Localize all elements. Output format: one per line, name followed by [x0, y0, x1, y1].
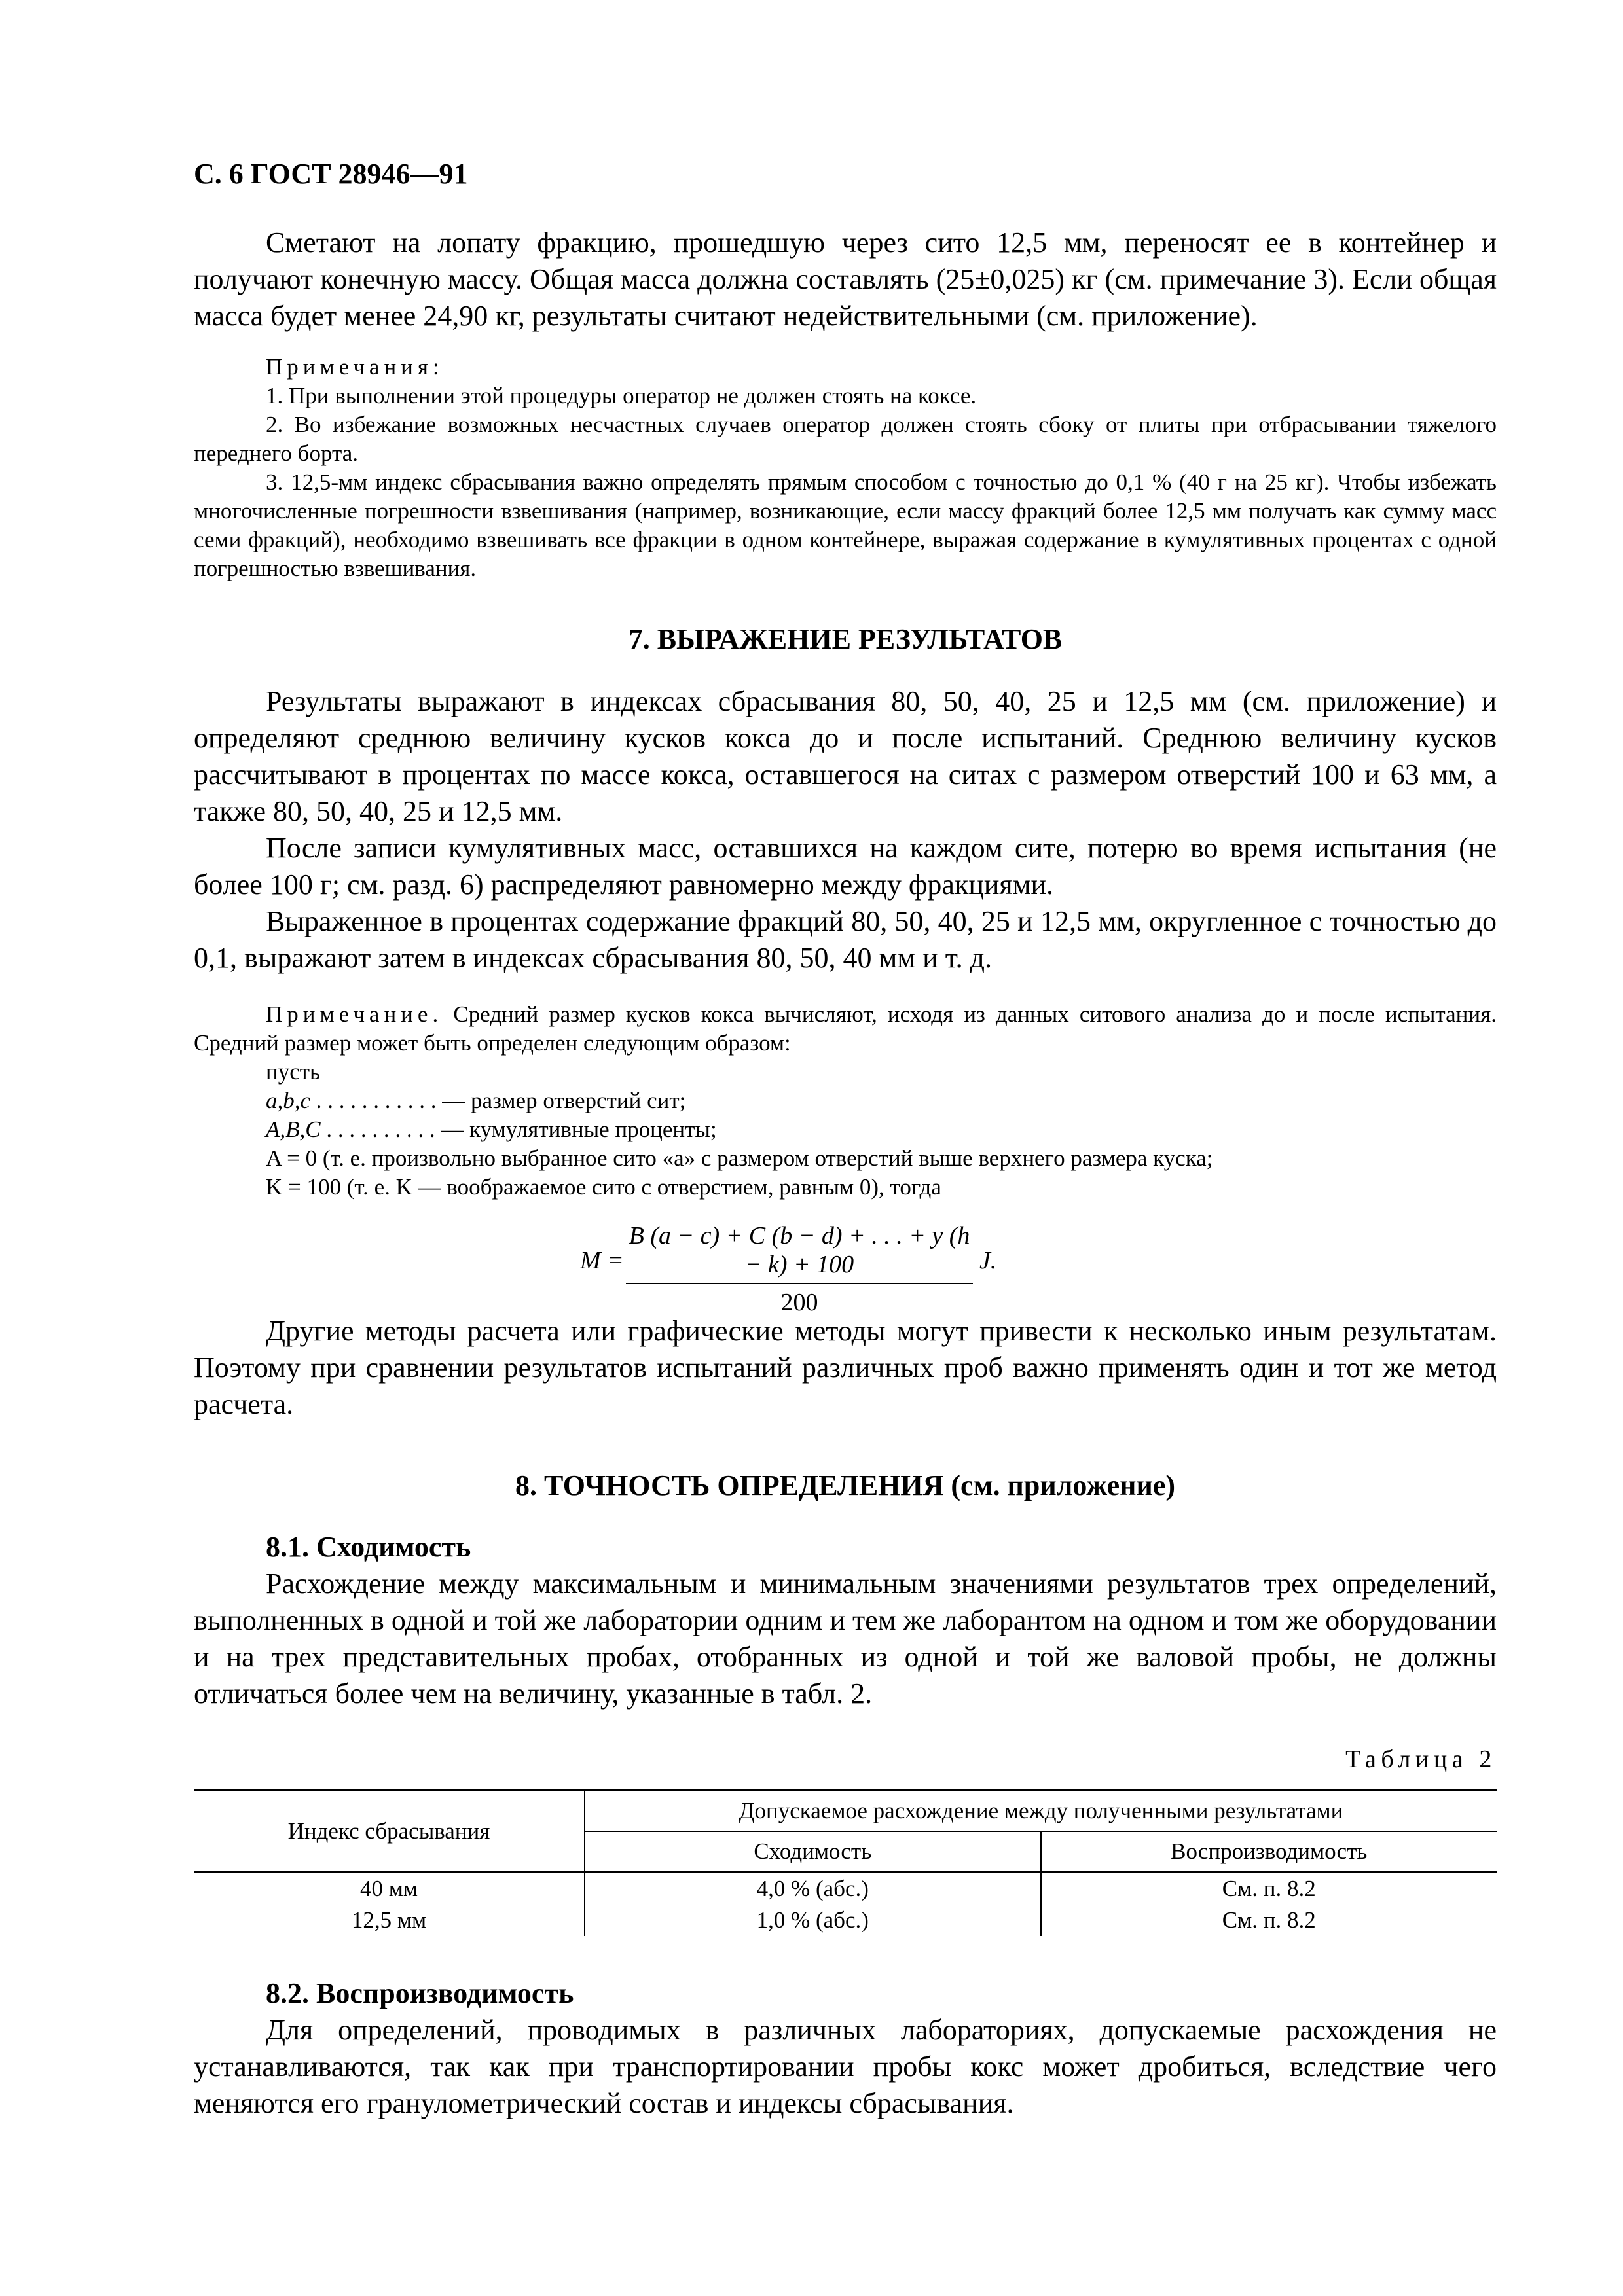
section-7-note	[194, 1000, 1497, 1058]
definition-4: K = 100 (т. е. K — воображаемое сито с отверстием, равным 0), тогда	[266, 1174, 941, 1200]
note-1: 1. При выполнении этой процедуры оператор не должен стоять на коксе.	[266, 382, 977, 408]
intro-paragraph: Сметают на лопату фракцию, прошедшую через сито 12,5 мм, переносят ее в контейнер и получают конечную массу. Общая масса должна составлять (25±0,025) кг (см. примечание 3). Если общая масса будет менее 24,90 кг, результаты считают недействительными (см. приложение).	[194, 226, 1497, 332]
table-header-index: Индекс сбрасывания	[194, 1791, 585, 1873]
table-header-reproducibility: Воспроизводимость	[1041, 1831, 1497, 1873]
table-header-convergence: Сходимость	[585, 1831, 1041, 1873]
definition-1: a,b,c . . . . . . . . . . . — размер отверстий сит;	[266, 1087, 686, 1113]
section-7-title: 7. ВЫРАЖЕНИЕ РЕЗУЛЬТАТОВ	[628, 622, 1063, 655]
definitions	[194, 1058, 1497, 1202]
note-3: 3. 12,5-мм индекс сбрасывания важно определять прямым способом с точностью до 0,1 % (40 г на 25 кг). Чтобы избежать многочисленные погрешности взвешивания (например, возникающие, если массу фракций более 12,5 мм получать как сумму масс семи фракций), необходимо взвешивать все фракции в одном контейнере, выражая содержание в кумулятивных процентах с одной погрешностью взвешивания.	[194, 469, 1497, 581]
note-text: Средний размер кусков кокса вычисляют, исходя из данных ситового анализа до и после испытания. Средний размер может быть определен следующим образом:	[194, 1001, 1497, 1056]
mean-size-formula	[194, 1221, 1497, 1316]
table-2	[194, 1789, 1497, 1936]
formula-fraction	[626, 1221, 973, 1317]
subsection-8-2-text: Для определений, проводимых в различных лабораториях, допускаемые расхождения не устанавливаются, так как при транспортировании пробы кокс может дробиться, вследствие чего меняются его гранулометрический состав и индексы сбрасывания.	[194, 2014, 1497, 2120]
table-row: 12,5 мм 1,0 % (абс.) См. п. 8.2	[194, 1905, 1497, 1936]
notes-title: Примечания:	[266, 353, 444, 380]
section-7-paragraph-4: Другие методы расчета или графические методы могут привести к несколько иным результатам. Поэтому при сравнении результатов испытаний различных проб важно применять один и тот же метод расчета.	[194, 1314, 1497, 1420]
formula-rhs: J.	[979, 1246, 997, 1274]
note-2: 2. Во избежание возможных несчастных случаев оператор должен стоять сбоку от плиты при отбрасывании тяжелого переднего борта.	[194, 411, 1497, 466]
definition-2: A,B,C . . . . . . . . . . — кумулятивные проценты;	[266, 1116, 717, 1142]
table-row: 40 мм 4,0 % (абс.) См. п. 8.2	[194, 1873, 1497, 1905]
section-8-title: 8. ТОЧНОСТЬ ОПРЕДЕЛЕНИЯ (см. приложение)	[515, 1469, 1176, 1501]
formula-denominator: 200	[780, 1288, 818, 1316]
page-header: С. 6 ГОСТ 28946—91	[194, 158, 468, 190]
formula-lhs: M =	[580, 1246, 624, 1274]
subsection-8-2-title: 8.2. Воспроизводимость	[266, 1977, 574, 2010]
table-caption: Таблица 2	[1345, 1746, 1497, 1774]
section-7-paragraph-2: После записи кумулятивных масс, оставшихся на каждом сите, потерю во время испытания (не более 100 г; см. разд. 6) распределяют равномерно между фракциями.	[194, 831, 1497, 901]
let-line: пусть	[266, 1058, 321, 1085]
section-7-paragraph-1: Результаты выражают в индексах сбрасывания 80, 50, 40, 25 и 12,5 мм (см. приложение) и определяют среднюю величину кусков кокса до и после испытаний. Среднюю величину кусков рассчитывают в процентах по массе кокса, оставшегося на ситах с размером отверстий 100 и 63 мм, а также 80, 50, 40, 25 и 12,5 мм.	[194, 685, 1497, 827]
definition-3: A = 0 (т. е. произвольно выбранное сито «a» с размером отверстий выше верхнего размера куска;	[266, 1145, 1213, 1171]
document-page	[194, 157, 1497, 2122]
subsection-8-1-text: Расхождение между максимальным и минимальным значениями результатов трех определений, выполненных в одной и той же лаборатории одним и тем же лаборантом на одном и том же оборудовании и на трех представительных пробах, отобранных из одной и той же валовой пробы, не должны отличаться более чем на величину, указанные в табл. 2.	[194, 1568, 1497, 1710]
section-7-paragraph-3: Выраженное в процентах содержание фракций 80, 50, 40, 25 и 12,5 мм, округленное с точностью до 0,1, выражают затем в индексах сбрасывания 80, 50, 40 мм и т. д.	[194, 905, 1497, 974]
notes-block	[194, 353, 1497, 583]
subsection-8-1-title: 8.1. Сходимость	[266, 1531, 471, 1564]
formula-numerator: B (a − c) + C (b − d) + . . . + y (h − k) + 100	[626, 1221, 973, 1284]
table-header-group: Допускаемое расхождение между полученными результатами	[585, 1791, 1497, 1832]
note-label: Примечание.	[266, 1001, 443, 1027]
